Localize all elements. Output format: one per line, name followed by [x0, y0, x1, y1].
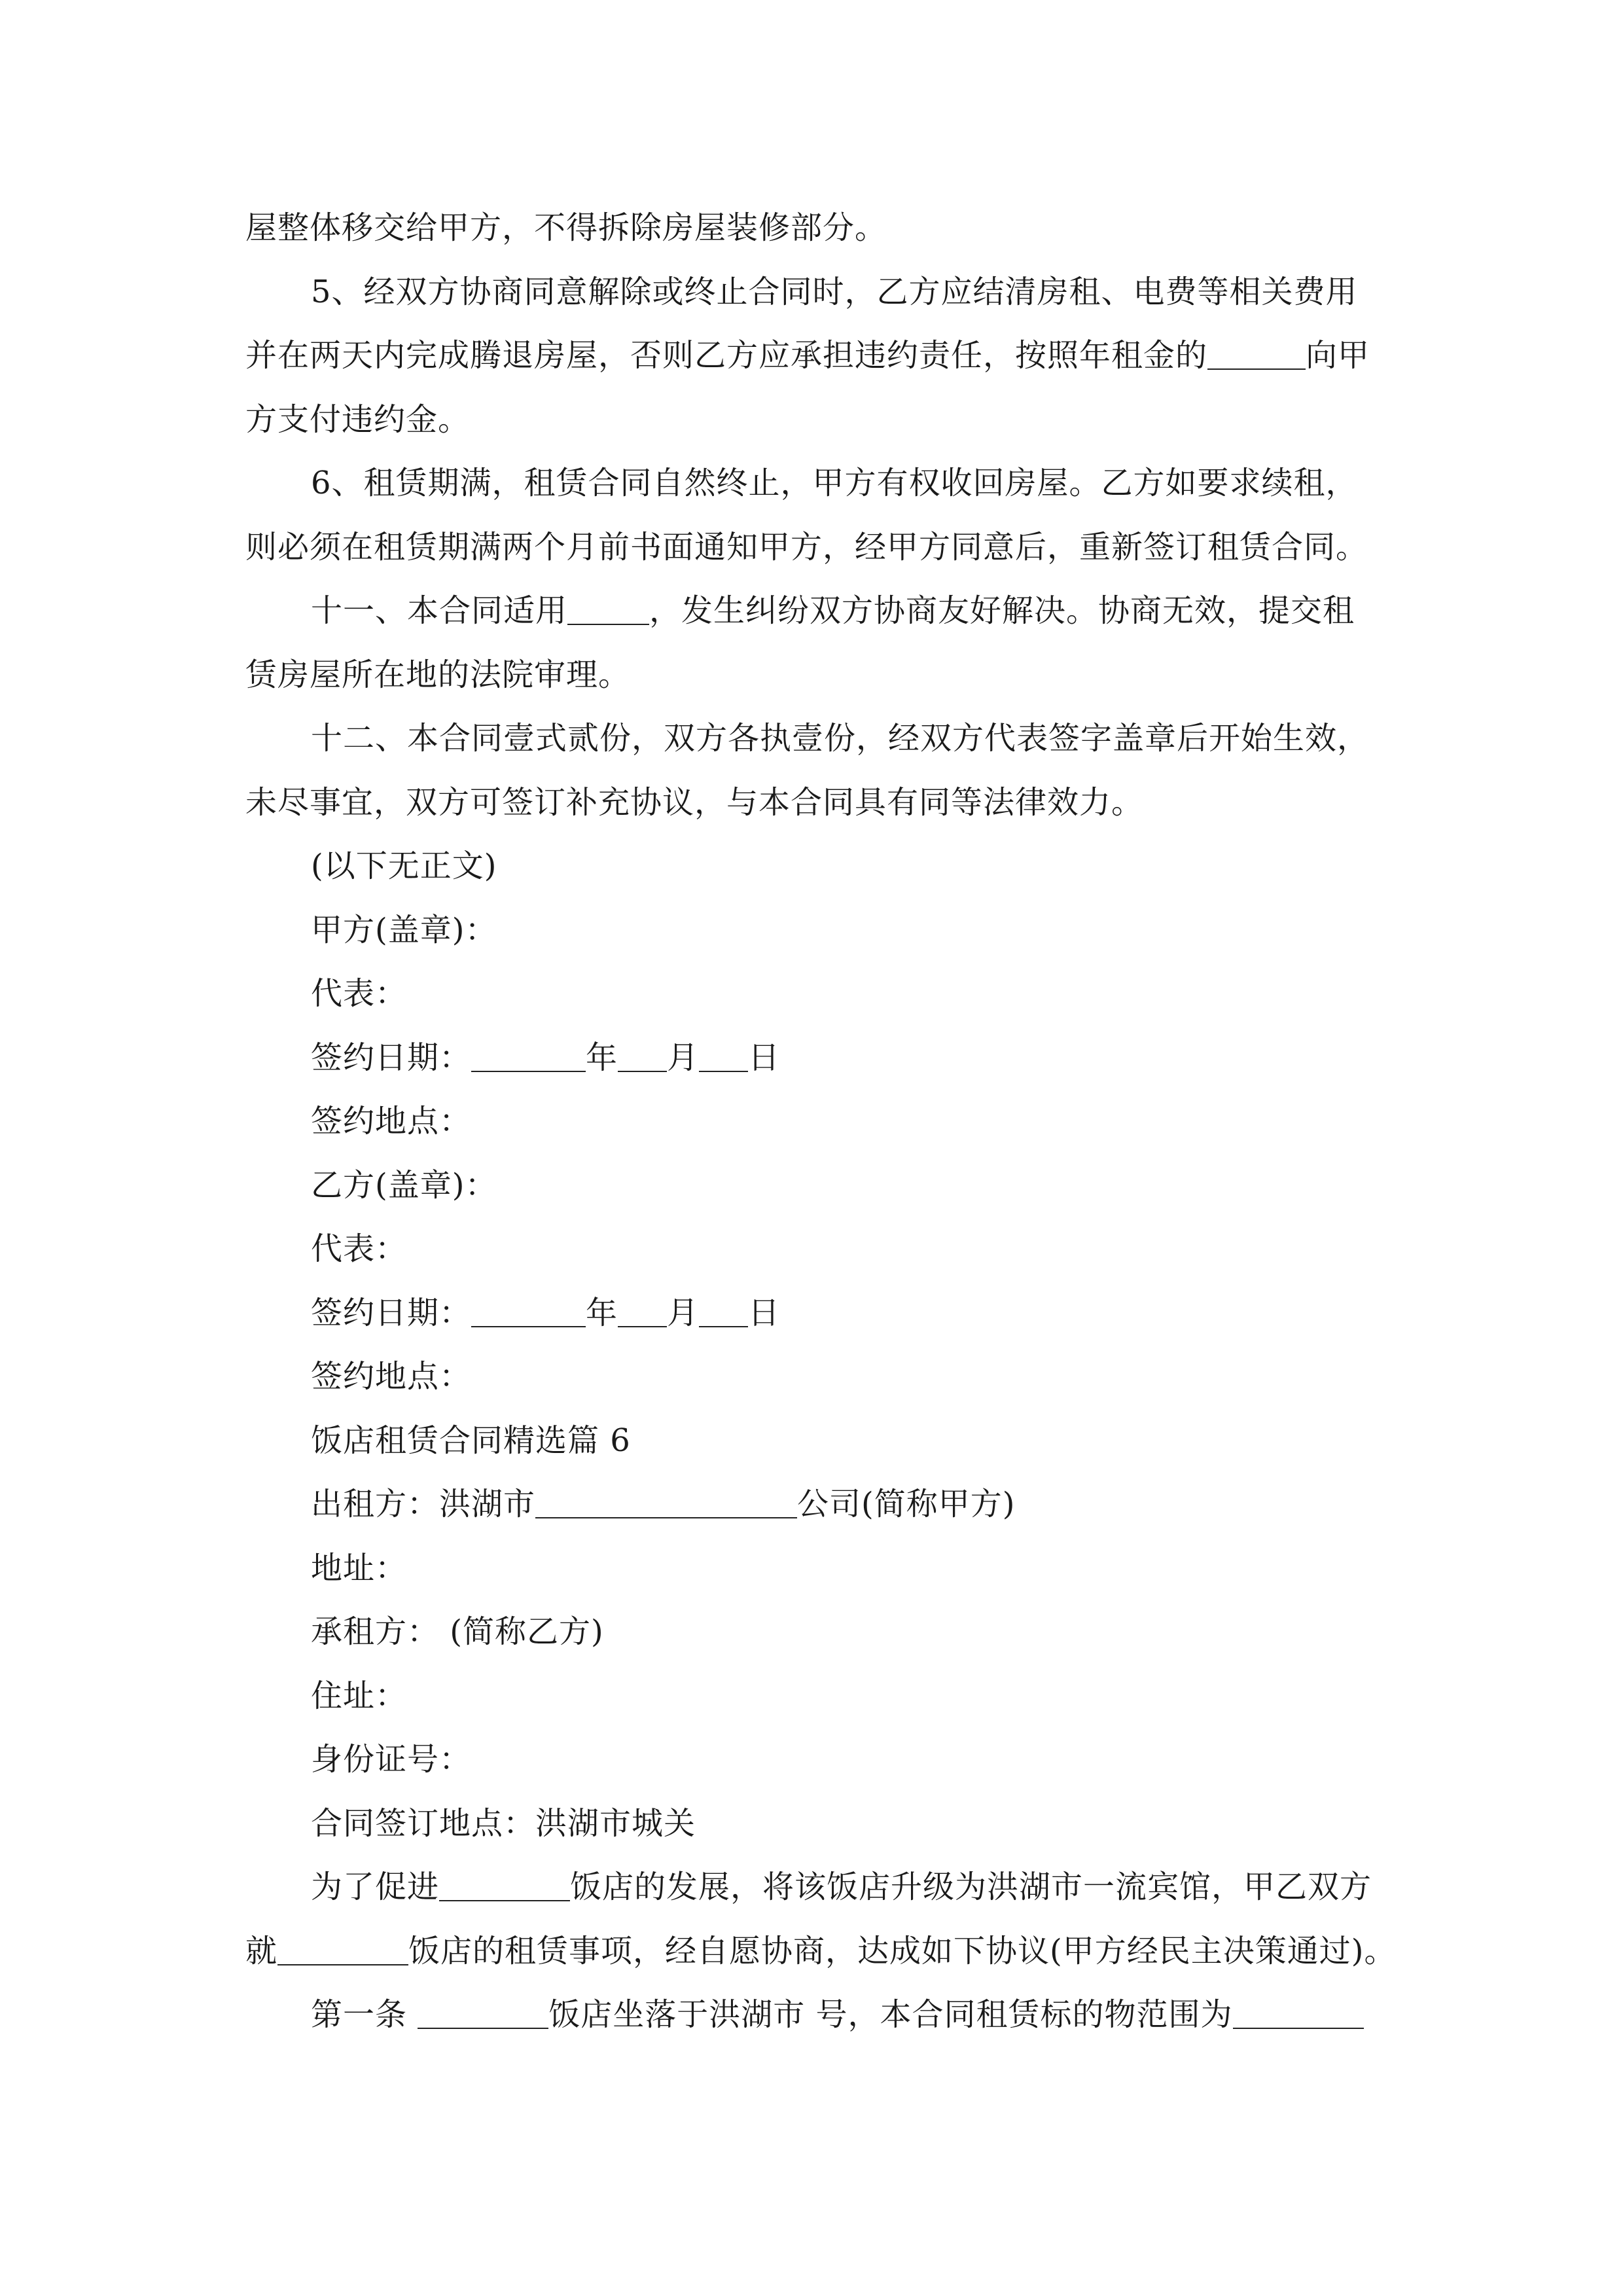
line-text: 签约地点：	[311, 1358, 472, 1395]
fill-in-blank	[471, 1039, 586, 1072]
line-text: 赁房屋所在地的法院审理。	[245, 656, 631, 693]
fill-in-blank	[618, 1039, 667, 1072]
paragraph-line	[245, 1664, 1384, 1729]
line-text: 签约日期：	[311, 1294, 472, 1331]
line-text: 并在两天内完成腾退房屋，否则乙方应承担违约责任，按照年租金的	[245, 337, 1208, 374]
paragraph-line	[245, 579, 1384, 643]
fill-in-blank	[439, 1869, 570, 1901]
line-text: 合同签订地点：洪湖市城关	[311, 1804, 696, 1842]
paragraph-line	[245, 1345, 1384, 1409]
fill-in-blank	[618, 1295, 667, 1327]
paragraph-line	[245, 962, 1384, 1026]
fill-in-blank	[535, 1486, 797, 1518]
paragraph-line	[245, 1282, 1384, 1346]
line-text: 5、经双方协商同意解除或终止合同时，乙方应结清房租、电费等相关费用	[311, 273, 1358, 310]
line-text: 饭店的租赁事项，经自愿协商，达成如下协议(甲方经民主决策通过)。	[408, 1932, 1397, 1969]
line-text: 十二、本合同壹式贰份，双方各执壹份，经双方代表签字盖章后开始生效，	[311, 720, 1370, 757]
paragraph-line	[245, 388, 1384, 452]
paragraph-line	[245, 1920, 1397, 1984]
paragraph-line	[245, 1983, 1384, 2047]
line-text: 日	[748, 1039, 781, 1076]
paragraph-line	[245, 516, 1384, 580]
fill-in-blank	[1233, 1996, 1364, 2029]
paragraph-line	[245, 834, 1384, 899]
line-text: 第一条	[311, 1996, 418, 2033]
line-text: ，发生纠纷双方协商友好解决。协商无效，提交租	[649, 592, 1355, 629]
line-text: 地址：	[311, 1549, 408, 1587]
line-text: 屋整体移交给甲方，不得拆除房屋装修部分。	[245, 209, 887, 246]
line-text: 6、租赁期满，租赁合同自然终止，甲方有权收回房屋。乙方如要求续租，	[311, 465, 1358, 501]
line-text: 方支付违约金。	[245, 401, 471, 438]
line-text: 饭店坐落于洪湖市 号，本合同租赁标的物范围为	[548, 1996, 1233, 2033]
line-text: (以下无正文)	[311, 848, 497, 884]
line-text: 住址：	[311, 1677, 408, 1714]
line-text: 身份证号：	[311, 1741, 472, 1778]
paragraph-line	[245, 1792, 1384, 1856]
fill-in-blank	[699, 1295, 748, 1327]
paragraph-line	[245, 260, 1384, 325]
line-text: 月	[667, 1039, 700, 1076]
fill-in-blank	[471, 1295, 586, 1327]
line-text: 日	[748, 1294, 781, 1331]
line-text: 签约日期：	[311, 1039, 472, 1076]
paragraph-line	[245, 1090, 1384, 1154]
paragraph-line	[245, 1600, 1384, 1664]
fill-in-blank	[699, 1039, 748, 1072]
paragraph-line	[245, 707, 1384, 771]
line-text: 就	[245, 1932, 278, 1969]
paragraph-line	[245, 324, 1384, 388]
line-text: 饭店的发展，将该饭店升级为洪湖市一流宾馆，甲乙双方	[570, 1869, 1372, 1905]
paragraph-line	[245, 771, 1384, 835]
line-text: 签约地点：	[311, 1103, 472, 1139]
line-text: 月	[667, 1294, 700, 1331]
fill-in-blank	[1207, 337, 1306, 370]
paragraph-line	[245, 899, 1384, 963]
line-text: 出租方：洪湖市	[311, 1486, 536, 1522]
fill-in-blank	[277, 1933, 408, 1965]
paragraph-line	[245, 1856, 1384, 1920]
line-text: 年	[586, 1039, 618, 1076]
line-text: 饭店租赁合同精选篇 6	[311, 1422, 631, 1459]
paragraph-line	[245, 643, 1384, 708]
line-text: 公司(简称甲方)	[797, 1486, 1016, 1522]
fill-in-blank	[418, 1996, 548, 2029]
paragraph-line	[245, 452, 1384, 516]
line-text: 未尽事宜，双方可签订补充协议，与本合同具有同等法律效力。	[245, 783, 1144, 821]
line-text: 向甲	[1306, 337, 1370, 374]
paragraph-line	[245, 1728, 1384, 1792]
line-text: 承租方： (简称乙方)	[311, 1613, 604, 1650]
line-text: 十一、本合同适用	[311, 592, 568, 629]
line-text: 则必须在租赁期满两个月前书面通知甲方，经甲方同意后，重新签订租赁合同。	[245, 528, 1368, 565]
paragraph-line	[245, 1537, 1384, 1601]
document-body	[245, 196, 1397, 2047]
paragraph-line	[245, 196, 1384, 260]
paragraph-line	[245, 1217, 1384, 1282]
line-text: 年	[586, 1294, 618, 1331]
paragraph-line	[245, 1026, 1384, 1090]
paragraph-line	[245, 1473, 1384, 1537]
line-text: 甲方(盖章)：	[311, 911, 497, 948]
paragraph-line	[245, 1154, 1384, 1218]
line-text: 为了促进	[311, 1869, 440, 1905]
line-text: 乙方(盖章)：	[311, 1166, 497, 1204]
section-heading	[245, 1409, 1384, 1473]
line-text: 代表：	[311, 1230, 408, 1267]
fill-in-blank	[567, 592, 649, 625]
line-text: 代表：	[311, 975, 408, 1012]
